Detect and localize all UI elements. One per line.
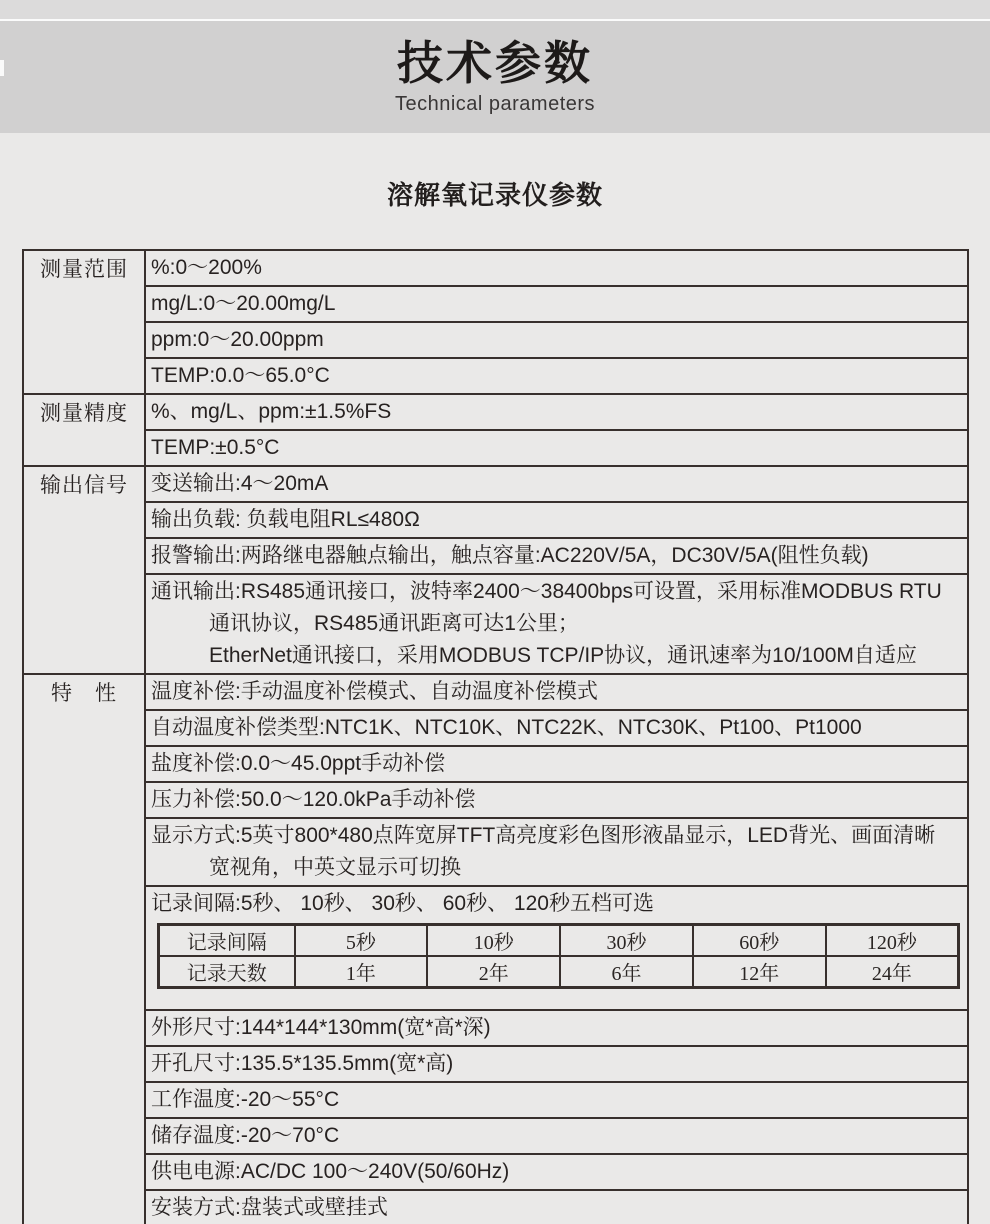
record-table-cell: 24年 bbox=[826, 956, 959, 988]
top-strip bbox=[0, 0, 990, 19]
spec-row bbox=[146, 1153, 967, 1189]
record-table-cell: 10秒 bbox=[427, 925, 560, 957]
spec-row bbox=[146, 429, 967, 465]
spec-row-line: ppm:0～20.00ppm bbox=[151, 328, 324, 351]
spec-row bbox=[146, 501, 967, 537]
spec-row bbox=[146, 1009, 967, 1045]
spec-row bbox=[146, 1189, 967, 1224]
record-table-cell: 记录天数 bbox=[159, 956, 295, 988]
section-label: 测量范围 bbox=[24, 251, 146, 393]
record-table-cell: 2年 bbox=[427, 956, 560, 988]
spec-row-line: 通讯输出:RS485通讯接口，波特率2400～38400bps可设置，采用标准MODBUS RTU bbox=[151, 580, 942, 603]
spec-row-line: 外形尺寸:144*144*130mm(宽*高*深) bbox=[151, 1016, 491, 1039]
spec-row-line: 工作温度:-20～55°C bbox=[151, 1088, 340, 1111]
spec-row bbox=[146, 251, 967, 285]
spec-row bbox=[146, 395, 967, 429]
section-rows bbox=[146, 251, 967, 393]
page-title: 技术参数 bbox=[397, 37, 593, 90]
record-table bbox=[157, 923, 960, 989]
section-label: 特 性 bbox=[24, 675, 146, 1224]
spec-row-line: EtherNet通讯接口，采用MODBUS TCP/IP协议，通讯速率为10/100M自适应 bbox=[209, 644, 917, 667]
spec-row-line: %:0～200% bbox=[151, 256, 262, 279]
spec-row-line: 安装方式:盘装式或壁挂式 bbox=[151, 1196, 388, 1219]
spec-row-line: 通讯协议，RS485通讯距离可达1公里； bbox=[209, 612, 579, 635]
record-table-cell: 记录间隔 bbox=[159, 925, 295, 957]
record-table-cell: 30秒 bbox=[560, 925, 693, 957]
spec-row-line: 输出负载: 负载电阻RL≤480Ω bbox=[151, 508, 420, 531]
spec-row-line: 宽视角，中英文显示可切换 bbox=[209, 856, 461, 879]
spec-row bbox=[146, 321, 967, 357]
page-title-english: Technical parameters bbox=[394, 92, 596, 115]
record-table-row bbox=[159, 956, 959, 988]
spec-section-1 bbox=[24, 251, 967, 393]
spec-section-3 bbox=[24, 465, 967, 673]
spec-row-line: mg/L:0～20.00mg/L bbox=[151, 292, 336, 315]
spec-table bbox=[22, 249, 969, 1224]
spec-row bbox=[146, 745, 967, 781]
section-label: 输出信号 bbox=[24, 467, 146, 673]
spec-row-line: 显示方式:5英寸800*480点阵宽屏TFT高亮度彩色图形液晶显示，LED背光、画面清晰 bbox=[151, 824, 936, 847]
record-table-cell: 6年 bbox=[560, 956, 693, 988]
spec-row-line: TEMP:±0.5°C bbox=[151, 436, 280, 459]
header-band bbox=[0, 21, 990, 133]
spec-row-line: 报警输出:两路继电器触点输出，触点容量:AC220V/5A，DC30V/5A(阻性负载) bbox=[151, 544, 869, 567]
product-subtitle: 溶解氧记录仪参数 bbox=[386, 180, 603, 210]
section-label: 测量精度 bbox=[24, 395, 146, 465]
section-rows bbox=[146, 467, 967, 673]
spec-row-line: 压力补偿:50.0～120.0kPa手动补偿 bbox=[151, 788, 476, 811]
section-rows bbox=[146, 395, 967, 465]
spec-row-line: 储存温度:-20～70°C bbox=[151, 1124, 340, 1147]
spec-row bbox=[146, 285, 967, 321]
spec-row bbox=[146, 1081, 967, 1117]
record-table-row bbox=[159, 925, 959, 957]
record-table-cell: 1年 bbox=[295, 956, 428, 988]
spec-row bbox=[146, 817, 967, 885]
spec-row bbox=[146, 709, 967, 745]
spec-row-line: %、mg/L、ppm:±1.5%FS bbox=[151, 400, 392, 423]
spec-row-line: 开孔尺寸:135.5*135.5mm(宽*高) bbox=[151, 1052, 454, 1075]
record-table-cell: 60秒 bbox=[693, 925, 826, 957]
section-rows bbox=[146, 675, 967, 1224]
record-interval-row bbox=[146, 885, 967, 1009]
record-table-cell: 12年 bbox=[693, 956, 826, 988]
record-intro: 记录间隔:5秒、 10秒、 30秒、 60秒、 120秒五档可选 bbox=[151, 892, 654, 915]
spec-row bbox=[146, 357, 967, 393]
spec-row-line: TEMP:0.0～65.0°C bbox=[151, 364, 330, 387]
record-table-cell: 120秒 bbox=[826, 925, 959, 957]
spec-row bbox=[146, 675, 967, 709]
spec-row-line: 自动温度补偿类型:NTC1K、NTC10K、NTC22K、NTC30K、Pt100、Pt1000 bbox=[151, 716, 862, 739]
spec-row bbox=[146, 1117, 967, 1153]
spec-row bbox=[146, 467, 967, 501]
spec-row-line: 温度补偿:手动温度补偿模式、自动温度补偿模式 bbox=[151, 680, 598, 703]
spec-section-2 bbox=[24, 393, 967, 465]
left-edge-notch bbox=[0, 60, 4, 76]
spec-row-line: 盐度补偿:0.0～45.0ppt手动补偿 bbox=[151, 752, 446, 775]
spec-row bbox=[146, 1045, 967, 1081]
spec-row-line: 变送输出:4～20mA bbox=[151, 472, 329, 495]
spec-row bbox=[146, 781, 967, 817]
spec-row bbox=[146, 537, 967, 573]
record-table-cell: 5秒 bbox=[295, 925, 428, 957]
spec-section-4 bbox=[24, 673, 967, 1224]
spec-row bbox=[146, 573, 967, 673]
spec-row-line: 供电电源:AC/DC 100～240V(50/60Hz) bbox=[151, 1160, 510, 1183]
